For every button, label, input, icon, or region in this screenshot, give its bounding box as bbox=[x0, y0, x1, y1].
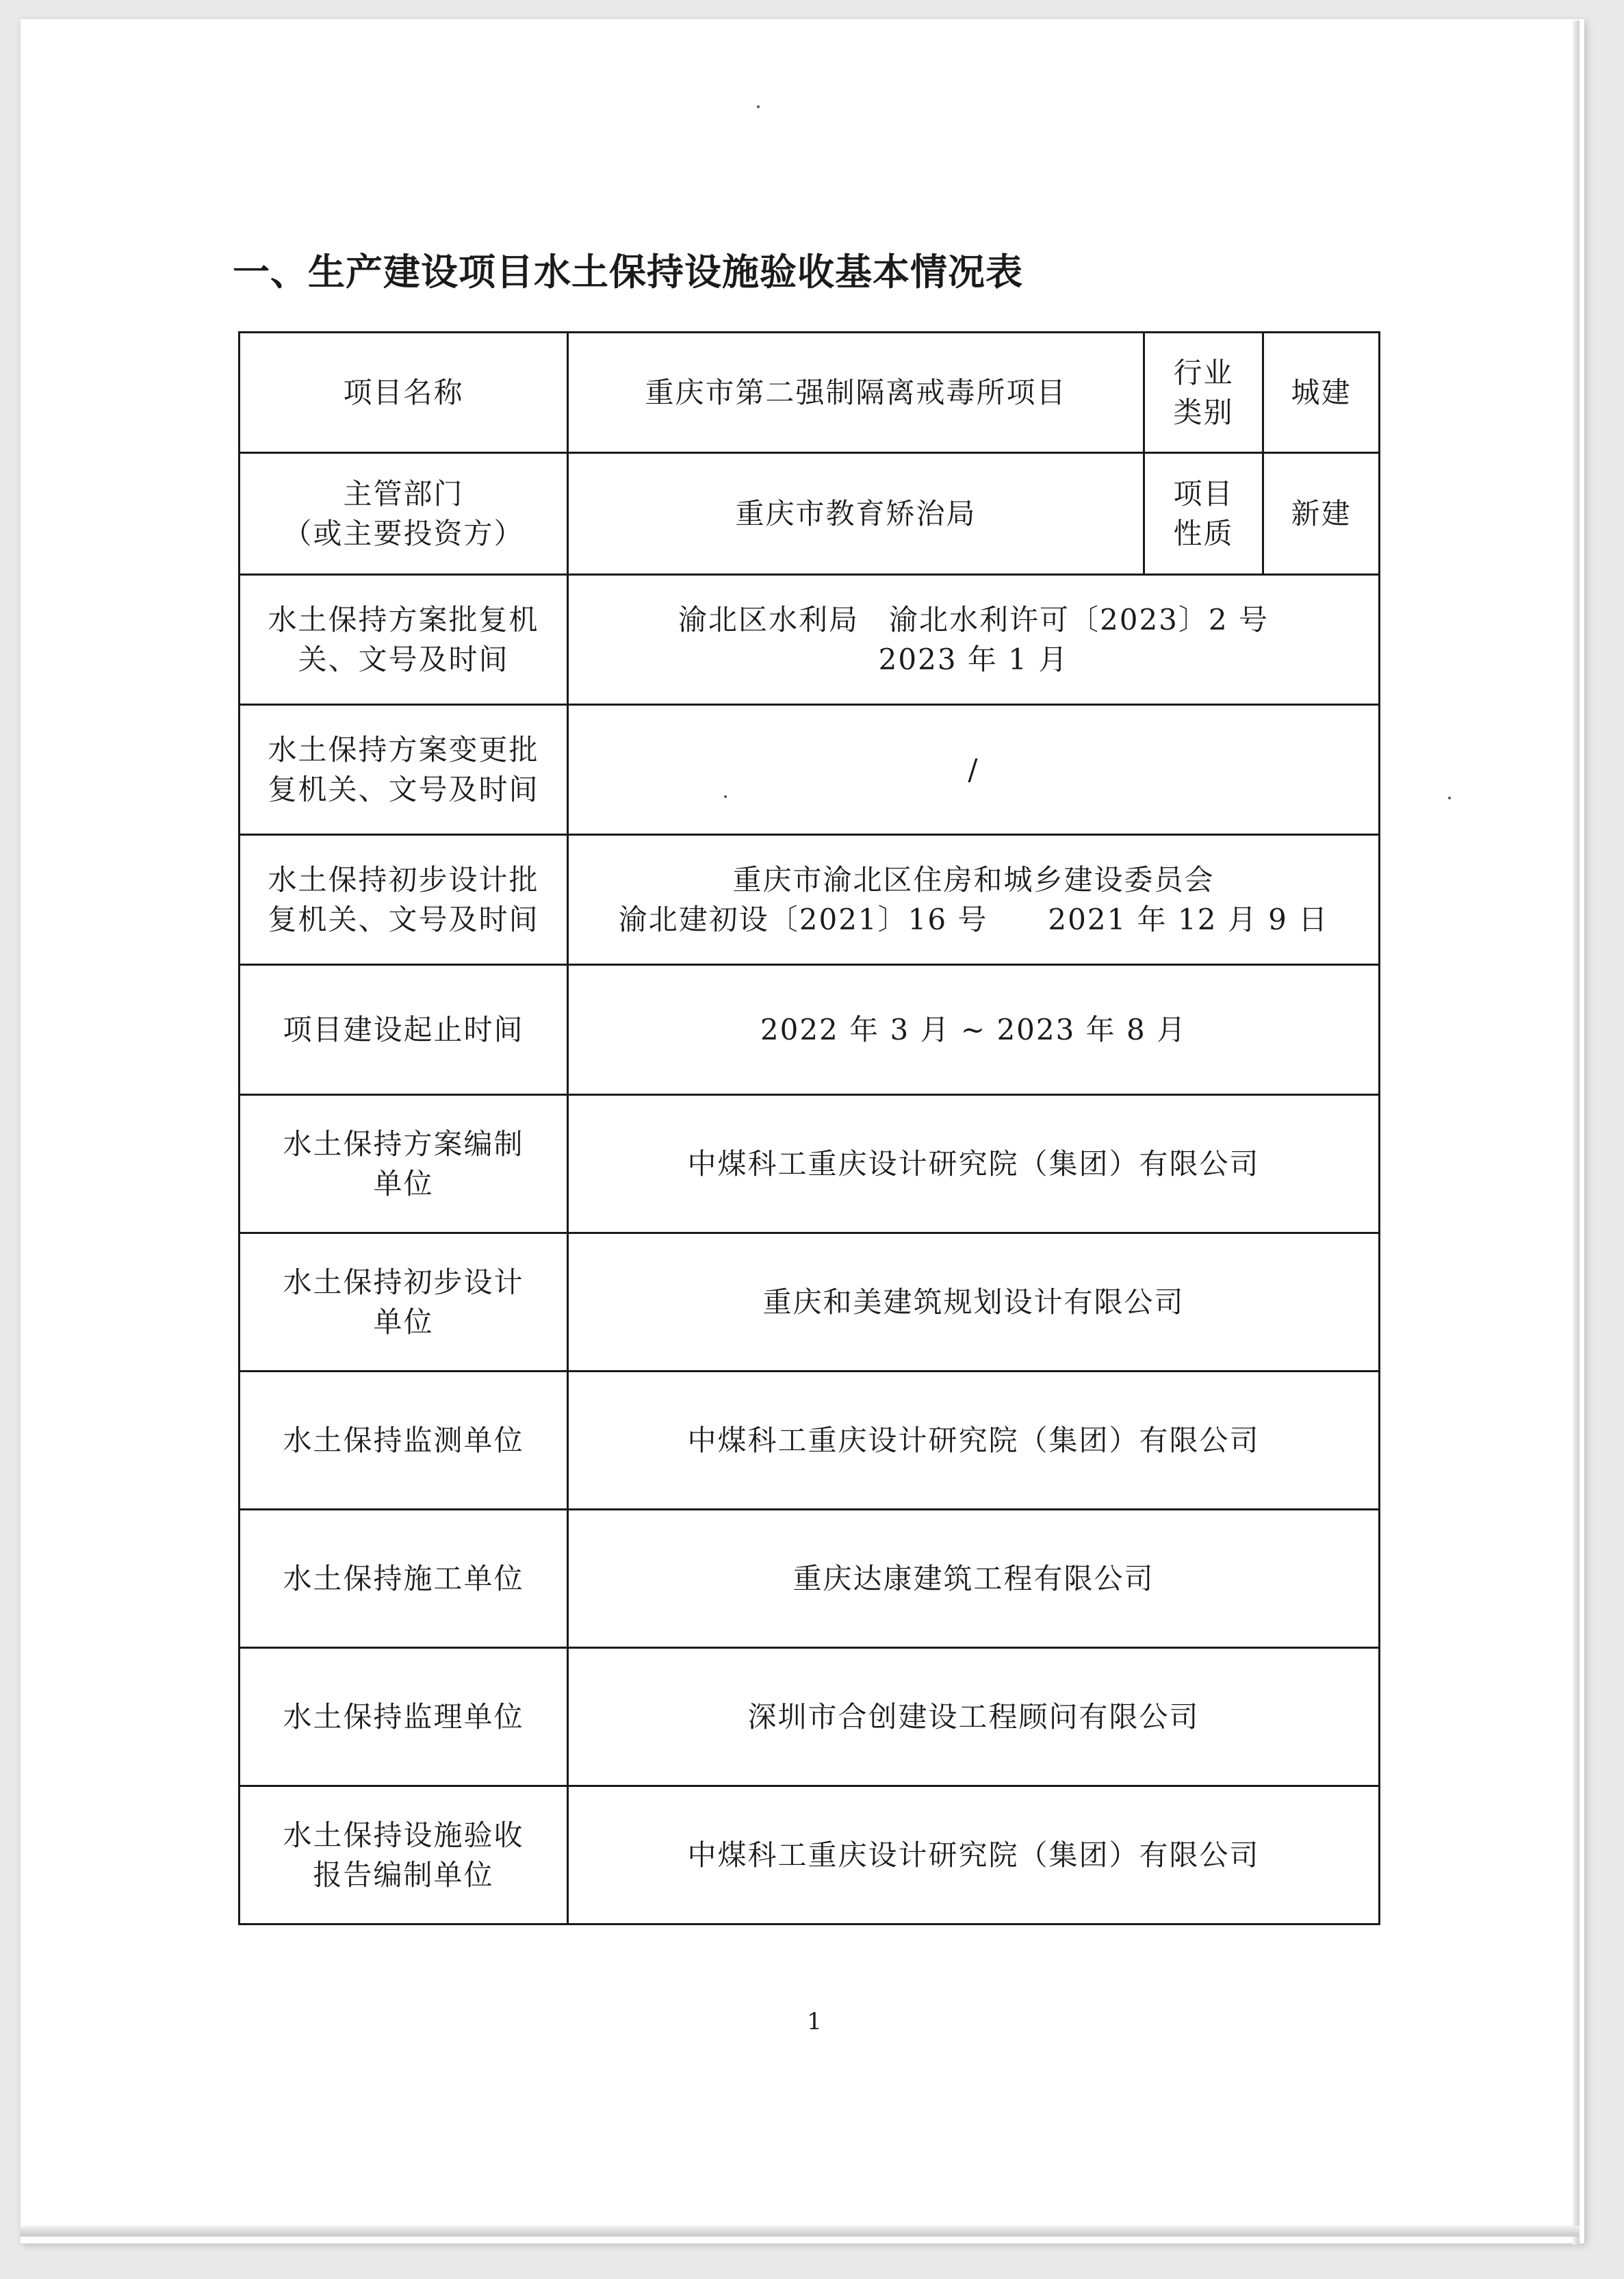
plan-author-value: 中煤科工重庆设计研究院（集团）有限公司 bbox=[568, 1095, 1380, 1233]
scan-edge-right bbox=[1573, 21, 1580, 2245]
monitoring-unit-value: 中煤科工重庆设计研究院（集团）有限公司 bbox=[568, 1372, 1380, 1510]
plan-approval-value: 渝北区水利局 渝北水利许可〔2023〕2 号 2023 年 1 月 bbox=[568, 575, 1380, 705]
prelim-design-approval-label: 水土保持初步设计批 复机关、文号及时间 bbox=[240, 835, 568, 965]
construction-unit-label: 水土保持施工单位 bbox=[240, 1510, 568, 1648]
page-title: 一、生产建设项目水土保持设施验收基本情况表 bbox=[233, 250, 1023, 294]
scan-edge-bottom bbox=[21, 2226, 1580, 2237]
prelim-design-unit-label: 水土保持初步设计 单位 bbox=[240, 1233, 568, 1372]
construction-period-value: 2022 年 3 月 ~ 2023 年 8 月 bbox=[568, 965, 1380, 1095]
industry-category-label: 行业 类别 bbox=[1144, 333, 1263, 453]
monitoring-unit-label: 水土保持监测单位 bbox=[240, 1372, 568, 1510]
table-row-supervision-unit bbox=[240, 1648, 1380, 1786]
department-value: 重庆市教育矫治局 bbox=[568, 453, 1144, 575]
plan-change-value: / bbox=[568, 705, 1380, 835]
project-nature-value: 新建 bbox=[1263, 453, 1380, 575]
project-name-label: 项目名称 bbox=[240, 333, 568, 453]
table-row-construction-period bbox=[240, 965, 1380, 1095]
prelim-design-unit-value: 重庆和美建筑规划设计有限公司 bbox=[568, 1233, 1380, 1372]
acceptance-report-unit-label: 水土保持设施验收 报告编制单位 bbox=[240, 1786, 568, 1924]
department-label: 主管部门 （或主要投资方） bbox=[240, 453, 568, 575]
project-nature-label: 项目 性质 bbox=[1144, 453, 1263, 575]
table-row-department bbox=[240, 453, 1380, 575]
table-row-plan-change bbox=[240, 705, 1380, 835]
plan-change-label: 水土保持方案变更批 复机关、文号及时间 bbox=[240, 705, 568, 835]
supervision-unit-label: 水土保持监理单位 bbox=[240, 1648, 568, 1786]
scan-speck bbox=[757, 105, 760, 108]
table-row-plan-author bbox=[240, 1095, 1380, 1233]
table-row-construction-unit bbox=[240, 1510, 1380, 1648]
plan-approval-label: 水土保持方案批复机 关、文号及时间 bbox=[240, 575, 568, 705]
scan-speck bbox=[1448, 797, 1451, 799]
acceptance-report-unit-value: 中煤科工重庆设计研究院（集团）有限公司 bbox=[568, 1786, 1380, 1924]
construction-period-label: 项目建设起止时间 bbox=[240, 965, 568, 1095]
table-row-plan-approval bbox=[240, 575, 1380, 705]
project-name-value: 重庆市第二强制隔离戒毒所项目 bbox=[568, 333, 1144, 453]
plan-author-label: 水土保持方案编制 单位 bbox=[240, 1095, 568, 1233]
table-row-prelim-design-approval bbox=[240, 835, 1380, 965]
table-row-project-name bbox=[240, 333, 1380, 453]
page-number: 1 bbox=[807, 2008, 822, 2035]
supervision-unit-value: 深圳市合创建设工程顾问有限公司 bbox=[568, 1648, 1380, 1786]
table-row-monitoring-unit bbox=[240, 1372, 1380, 1510]
construction-unit-value: 重庆达康建筑工程有限公司 bbox=[568, 1510, 1380, 1648]
table-row-prelim-design-unit bbox=[240, 1233, 1380, 1372]
industry-category-value: 城建 bbox=[1263, 333, 1380, 453]
acceptance-info-table bbox=[238, 331, 1380, 1925]
table-row-acceptance-report-unit bbox=[240, 1786, 1380, 1924]
prelim-design-approval-value: 重庆市渝北区住房和城乡建设委员会 渝北建初设〔2021〕16 号 2021 年 12 月 9 日 bbox=[568, 835, 1380, 965]
